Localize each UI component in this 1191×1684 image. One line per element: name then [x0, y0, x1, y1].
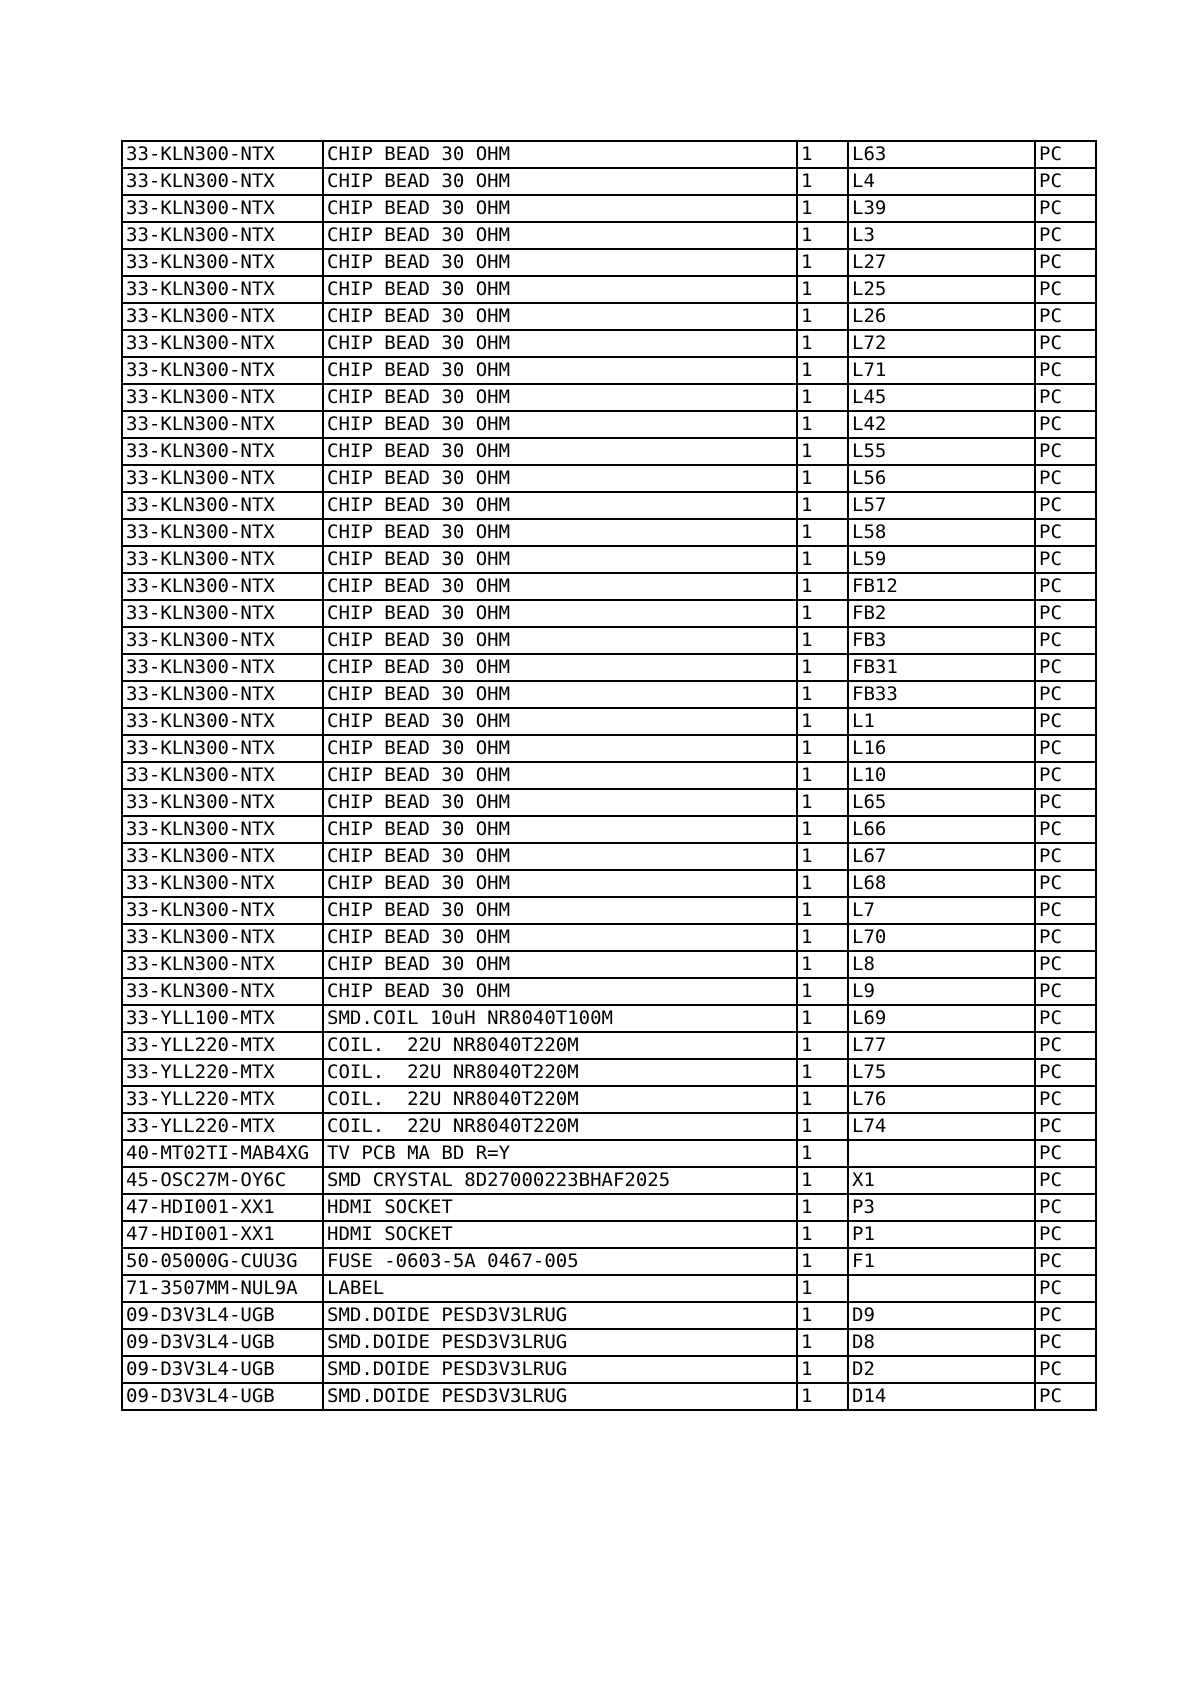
part-number-cell: 33-KLN300-NTX [122, 816, 323, 843]
part-number-cell: 09-D3V3L4-UGB [122, 1383, 323, 1410]
quantity-cell: 1 [797, 1248, 848, 1275]
quantity-cell: 1 [797, 357, 848, 384]
unit-cell: PC [1035, 600, 1096, 627]
quantity-cell: 1 [797, 303, 848, 330]
table-row [122, 1356, 1096, 1383]
unit-cell: PC [1035, 762, 1096, 789]
quantity-cell: 1 [797, 249, 848, 276]
part-number-cell: 09-D3V3L4-UGB [122, 1356, 323, 1383]
description-cell: CHIP BEAD 30 OHM [323, 492, 797, 519]
part-number-cell: 33-YLL220-MTX [122, 1113, 323, 1140]
table-row [122, 816, 1096, 843]
description-cell: CHIP BEAD 30 OHM [323, 843, 797, 870]
table-row [122, 195, 1096, 222]
unit-cell: PC [1035, 519, 1096, 546]
part-number-cell: 33-KLN300-NTX [122, 438, 323, 465]
table-row [122, 222, 1096, 249]
description-cell: CHIP BEAD 30 OHM [323, 870, 797, 897]
table-row [122, 1086, 1096, 1113]
description-cell: CHIP BEAD 30 OHM [323, 897, 797, 924]
description-cell: COIL. 22U NR8040T220M [323, 1032, 797, 1059]
table-row [122, 546, 1096, 573]
part-number-cell: 33-YLL220-MTX [122, 1086, 323, 1113]
description-cell: CHIP BEAD 30 OHM [323, 573, 797, 600]
table-row [122, 681, 1096, 708]
unit-cell: PC [1035, 546, 1096, 573]
quantity-cell: 1 [797, 789, 848, 816]
description-cell: SMD.COIL 10uH NR8040T100M [323, 1005, 797, 1032]
description-cell: COIL. 22U NR8040T220M [323, 1086, 797, 1113]
part-number-cell: 45-OSC27M-OY6C [122, 1167, 323, 1194]
reference-designator-cell: L59 [848, 546, 1035, 573]
quantity-cell: 1 [797, 492, 848, 519]
table-row [122, 249, 1096, 276]
part-number-cell: 47-HDI001-XX1 [122, 1221, 323, 1248]
reference-designator-cell: L65 [848, 789, 1035, 816]
part-number-cell: 40-MT02TI-MAB4XG [122, 1140, 323, 1167]
reference-designator-cell: L25 [848, 276, 1035, 303]
unit-cell: PC [1035, 492, 1096, 519]
reference-designator-cell: X1 [848, 1167, 1035, 1194]
reference-designator-cell: FB33 [848, 681, 1035, 708]
quantity-cell: 1 [797, 222, 848, 249]
bom-table-body [122, 141, 1096, 1410]
description-cell: COIL. 22U NR8040T220M [323, 1059, 797, 1086]
reference-designator-cell: L26 [848, 303, 1035, 330]
description-cell: FUSE -0603-5A 0467-005 [323, 1248, 797, 1275]
unit-cell: PC [1035, 384, 1096, 411]
description-cell: SMD.DOIDE PESD3V3LRUG [323, 1329, 797, 1356]
unit-cell: PC [1035, 1086, 1096, 1113]
part-number-cell: 33-KLN300-NTX [122, 870, 323, 897]
part-number-cell: 33-KLN300-NTX [122, 627, 323, 654]
table-row [122, 1032, 1096, 1059]
part-number-cell: 33-KLN300-NTX [122, 573, 323, 600]
description-cell: CHIP BEAD 30 OHM [323, 519, 797, 546]
unit-cell: PC [1035, 1032, 1096, 1059]
table-row [122, 1248, 1096, 1275]
table-row [122, 843, 1096, 870]
reference-designator-cell: L57 [848, 492, 1035, 519]
part-number-cell: 09-D3V3L4-UGB [122, 1329, 323, 1356]
quantity-cell: 1 [797, 141, 848, 168]
reference-designator-cell: L10 [848, 762, 1035, 789]
quantity-cell: 1 [797, 1032, 848, 1059]
table-row [122, 1167, 1096, 1194]
description-cell: CHIP BEAD 30 OHM [323, 195, 797, 222]
description-cell: CHIP BEAD 30 OHM [323, 276, 797, 303]
unit-cell: PC [1035, 1329, 1096, 1356]
part-number-cell: 47-HDI001-XX1 [122, 1194, 323, 1221]
reference-designator-cell: L7 [848, 897, 1035, 924]
unit-cell: PC [1035, 222, 1096, 249]
part-number-cell: 33-YLL220-MTX [122, 1032, 323, 1059]
table-row [122, 654, 1096, 681]
table-row [122, 735, 1096, 762]
table-row [122, 465, 1096, 492]
quantity-cell: 1 [797, 276, 848, 303]
reference-designator-cell: L16 [848, 735, 1035, 762]
reference-designator-cell: L68 [848, 870, 1035, 897]
description-cell: SMD.DOIDE PESD3V3LRUG [323, 1356, 797, 1383]
description-cell: CHIP BEAD 30 OHM [323, 411, 797, 438]
part-number-cell: 33-KLN300-NTX [122, 303, 323, 330]
unit-cell: PC [1035, 789, 1096, 816]
part-number-cell: 33-KLN300-NTX [122, 762, 323, 789]
table-row [122, 1194, 1096, 1221]
quantity-cell: 1 [797, 195, 848, 222]
description-cell: CHIP BEAD 30 OHM [323, 708, 797, 735]
part-number-cell: 33-KLN300-NTX [122, 384, 323, 411]
quantity-cell: 1 [797, 897, 848, 924]
quantity-cell: 1 [797, 1086, 848, 1113]
quantity-cell: 1 [797, 978, 848, 1005]
table-row [122, 1383, 1096, 1410]
reference-designator-cell [848, 1140, 1035, 1167]
unit-cell: PC [1035, 897, 1096, 924]
unit-cell: PC [1035, 681, 1096, 708]
reference-designator-cell: L63 [848, 141, 1035, 168]
reference-designator-cell: L70 [848, 924, 1035, 951]
part-number-cell: 33-KLN300-NTX [122, 411, 323, 438]
table-row [122, 141, 1096, 168]
table-row [122, 627, 1096, 654]
quantity-cell: 1 [797, 168, 848, 195]
quantity-cell: 1 [797, 627, 848, 654]
description-cell: CHIP BEAD 30 OHM [323, 357, 797, 384]
table-row [122, 519, 1096, 546]
description-cell: CHIP BEAD 30 OHM [323, 654, 797, 681]
description-cell: SMD.DOIDE PESD3V3LRUG [323, 1383, 797, 1410]
reference-designator-cell: L77 [848, 1032, 1035, 1059]
part-number-cell: 33-KLN300-NTX [122, 357, 323, 384]
table-row [122, 1329, 1096, 1356]
description-cell: CHIP BEAD 30 OHM [323, 681, 797, 708]
description-cell: CHIP BEAD 30 OHM [323, 924, 797, 951]
table-row [122, 600, 1096, 627]
table-row [122, 384, 1096, 411]
unit-cell: PC [1035, 1059, 1096, 1086]
reference-designator-cell: P1 [848, 1221, 1035, 1248]
description-cell: SMD.DOIDE PESD3V3LRUG [323, 1302, 797, 1329]
quantity-cell: 1 [797, 924, 848, 951]
part-number-cell: 33-KLN300-NTX [122, 789, 323, 816]
description-cell: CHIP BEAD 30 OHM [323, 438, 797, 465]
reference-designator-cell: L72 [848, 330, 1035, 357]
reference-designator-cell: L4 [848, 168, 1035, 195]
unit-cell: PC [1035, 573, 1096, 600]
unit-cell: PC [1035, 1140, 1096, 1167]
reference-designator-cell: P3 [848, 1194, 1035, 1221]
reference-designator-cell: FB2 [848, 600, 1035, 627]
table-row [122, 357, 1096, 384]
table-row [122, 870, 1096, 897]
description-cell: CHIP BEAD 30 OHM [323, 168, 797, 195]
unit-cell: PC [1035, 168, 1096, 195]
part-number-cell: 33-KLN300-NTX [122, 249, 323, 276]
unit-cell: PC [1035, 843, 1096, 870]
unit-cell: PC [1035, 411, 1096, 438]
description-cell: CHIP BEAD 30 OHM [323, 627, 797, 654]
table-row [122, 1140, 1096, 1167]
table-row [122, 330, 1096, 357]
description-cell: CHIP BEAD 30 OHM [323, 222, 797, 249]
unit-cell: PC [1035, 330, 1096, 357]
unit-cell: PC [1035, 1275, 1096, 1302]
quantity-cell: 1 [797, 384, 848, 411]
quantity-cell: 1 [797, 708, 848, 735]
reference-designator-cell: L67 [848, 843, 1035, 870]
unit-cell: PC [1035, 303, 1096, 330]
reference-designator-cell: FB31 [848, 654, 1035, 681]
reference-designator-cell [848, 1275, 1035, 1302]
reference-designator-cell: D2 [848, 1356, 1035, 1383]
part-number-cell: 33-KLN300-NTX [122, 195, 323, 222]
reference-designator-cell: D9 [848, 1302, 1035, 1329]
part-number-cell: 33-KLN300-NTX [122, 222, 323, 249]
unit-cell: PC [1035, 1356, 1096, 1383]
quantity-cell: 1 [797, 1329, 848, 1356]
table-row [122, 978, 1096, 1005]
part-number-cell: 09-D3V3L4-UGB [122, 1302, 323, 1329]
table-row [122, 789, 1096, 816]
part-number-cell: 33-KLN300-NTX [122, 978, 323, 1005]
unit-cell: PC [1035, 249, 1096, 276]
table-row [122, 1275, 1096, 1302]
description-cell: CHIP BEAD 30 OHM [323, 141, 797, 168]
table-row [122, 1059, 1096, 1086]
reference-designator-cell: L55 [848, 438, 1035, 465]
unit-cell: PC [1035, 1248, 1096, 1275]
quantity-cell: 1 [797, 681, 848, 708]
unit-cell: PC [1035, 924, 1096, 951]
table-row [122, 708, 1096, 735]
unit-cell: PC [1035, 1194, 1096, 1221]
quantity-cell: 1 [797, 735, 848, 762]
table-row [122, 492, 1096, 519]
description-cell: CHIP BEAD 30 OHM [323, 978, 797, 1005]
reference-designator-cell: L1 [848, 708, 1035, 735]
unit-cell: PC [1035, 438, 1096, 465]
quantity-cell: 1 [797, 438, 848, 465]
unit-cell: PC [1035, 654, 1096, 681]
unit-cell: PC [1035, 195, 1096, 222]
quantity-cell: 1 [797, 951, 848, 978]
quantity-cell: 1 [797, 546, 848, 573]
table-row [122, 1221, 1096, 1248]
unit-cell: PC [1035, 951, 1096, 978]
quantity-cell: 1 [797, 330, 848, 357]
part-number-cell: 33-KLN300-NTX [122, 843, 323, 870]
description-cell: CHIP BEAD 30 OHM [323, 600, 797, 627]
part-number-cell: 33-KLN300-NTX [122, 168, 323, 195]
part-number-cell: 33-KLN300-NTX [122, 465, 323, 492]
quantity-cell: 1 [797, 1005, 848, 1032]
description-cell: CHIP BEAD 30 OHM [323, 465, 797, 492]
description-cell: CHIP BEAD 30 OHM [323, 330, 797, 357]
reference-designator-cell: L9 [848, 978, 1035, 1005]
unit-cell: PC [1035, 627, 1096, 654]
part-number-cell: 33-KLN300-NTX [122, 708, 323, 735]
table-row [122, 1005, 1096, 1032]
part-number-cell: 33-KLN300-NTX [122, 276, 323, 303]
reference-designator-cell: L74 [848, 1113, 1035, 1140]
reference-designator-cell: L3 [848, 222, 1035, 249]
quantity-cell: 1 [797, 600, 848, 627]
reference-designator-cell: L39 [848, 195, 1035, 222]
table-row [122, 303, 1096, 330]
table-row [122, 1302, 1096, 1329]
reference-designator-cell: L42 [848, 411, 1035, 438]
reference-designator-cell: L75 [848, 1059, 1035, 1086]
reference-designator-cell: L69 [848, 1005, 1035, 1032]
quantity-cell: 1 [797, 1221, 848, 1248]
table-row [122, 411, 1096, 438]
description-cell: CHIP BEAD 30 OHM [323, 735, 797, 762]
unit-cell: PC [1035, 1221, 1096, 1248]
quantity-cell: 1 [797, 1113, 848, 1140]
unit-cell: PC [1035, 276, 1096, 303]
table-row [122, 573, 1096, 600]
reference-designator-cell: L71 [848, 357, 1035, 384]
part-number-cell: 33-KLN300-NTX [122, 735, 323, 762]
reference-designator-cell: L76 [848, 1086, 1035, 1113]
unit-cell: PC [1035, 735, 1096, 762]
description-cell: TV PCB MA BD R=Y [323, 1140, 797, 1167]
quantity-cell: 1 [797, 843, 848, 870]
quantity-cell: 1 [797, 1059, 848, 1086]
table-row [122, 762, 1096, 789]
table-row [122, 924, 1096, 951]
description-cell: COIL. 22U NR8040T220M [323, 1113, 797, 1140]
part-number-cell: 33-KLN300-NTX [122, 141, 323, 168]
unit-cell: PC [1035, 465, 1096, 492]
reference-designator-cell: F1 [848, 1248, 1035, 1275]
unit-cell: PC [1035, 1005, 1096, 1032]
quantity-cell: 1 [797, 1356, 848, 1383]
reference-designator-cell: L8 [848, 951, 1035, 978]
quantity-cell: 1 [797, 465, 848, 492]
reference-designator-cell: L45 [848, 384, 1035, 411]
part-number-cell: 33-KLN300-NTX [122, 546, 323, 573]
unit-cell: PC [1035, 978, 1096, 1005]
unit-cell: PC [1035, 1113, 1096, 1140]
quantity-cell: 1 [797, 1302, 848, 1329]
reference-designator-cell: D14 [848, 1383, 1035, 1410]
description-cell: CHIP BEAD 30 OHM [323, 249, 797, 276]
unit-cell: PC [1035, 357, 1096, 384]
table-row [122, 1113, 1096, 1140]
quantity-cell: 1 [797, 816, 848, 843]
part-number-cell: 33-KLN300-NTX [122, 492, 323, 519]
quantity-cell: 1 [797, 573, 848, 600]
reference-designator-cell: L27 [848, 249, 1035, 276]
part-number-cell: 33-KLN300-NTX [122, 330, 323, 357]
unit-cell: PC [1035, 1383, 1096, 1410]
description-cell: LABEL [323, 1275, 797, 1302]
reference-designator-cell: FB3 [848, 627, 1035, 654]
unit-cell: PC [1035, 141, 1096, 168]
description-cell: HDMI SOCKET [323, 1194, 797, 1221]
table-row [122, 951, 1096, 978]
quantity-cell: 1 [797, 1167, 848, 1194]
quantity-cell: 1 [797, 870, 848, 897]
part-number-cell: 33-KLN300-NTX [122, 681, 323, 708]
reference-designator-cell: L66 [848, 816, 1035, 843]
part-number-cell: 33-YLL100-MTX [122, 1005, 323, 1032]
unit-cell: PC [1035, 708, 1096, 735]
table-row [122, 276, 1096, 303]
part-number-cell: 33-KLN300-NTX [122, 897, 323, 924]
description-cell: HDMI SOCKET [323, 1221, 797, 1248]
part-number-cell: 33-KLN300-NTX [122, 951, 323, 978]
table-row [122, 438, 1096, 465]
reference-designator-cell: L56 [848, 465, 1035, 492]
reference-designator-cell: D8 [848, 1329, 1035, 1356]
quantity-cell: 1 [797, 1275, 848, 1302]
reference-designator-cell: L58 [848, 519, 1035, 546]
quantity-cell: 1 [797, 1140, 848, 1167]
quantity-cell: 1 [797, 411, 848, 438]
part-number-cell: 33-KLN300-NTX [122, 600, 323, 627]
quantity-cell: 1 [797, 762, 848, 789]
unit-cell: PC [1035, 1302, 1096, 1329]
bom-table [121, 140, 1097, 1411]
part-number-cell: 71-3507MM-NUL9A [122, 1275, 323, 1302]
description-cell: CHIP BEAD 30 OHM [323, 384, 797, 411]
description-cell: CHIP BEAD 30 OHM [323, 762, 797, 789]
unit-cell: PC [1035, 816, 1096, 843]
reference-designator-cell: FB12 [848, 573, 1035, 600]
quantity-cell: 1 [797, 1383, 848, 1410]
table-row [122, 168, 1096, 195]
description-cell: CHIP BEAD 30 OHM [323, 789, 797, 816]
unit-cell: PC [1035, 870, 1096, 897]
description-cell: CHIP BEAD 30 OHM [323, 546, 797, 573]
table-row [122, 897, 1096, 924]
part-number-cell: 50-05000G-CUU3G [122, 1248, 323, 1275]
part-number-cell: 33-KLN300-NTX [122, 519, 323, 546]
description-cell: CHIP BEAD 30 OHM [323, 816, 797, 843]
description-cell: SMD CRYSTAL 8D27000223BHAF2025 [323, 1167, 797, 1194]
quantity-cell: 1 [797, 519, 848, 546]
quantity-cell: 1 [797, 1194, 848, 1221]
description-cell: CHIP BEAD 30 OHM [323, 303, 797, 330]
description-cell: CHIP BEAD 30 OHM [323, 951, 797, 978]
part-number-cell: 33-YLL220-MTX [122, 1059, 323, 1086]
unit-cell: PC [1035, 1167, 1096, 1194]
part-number-cell: 33-KLN300-NTX [122, 924, 323, 951]
quantity-cell: 1 [797, 654, 848, 681]
part-number-cell: 33-KLN300-NTX [122, 654, 323, 681]
